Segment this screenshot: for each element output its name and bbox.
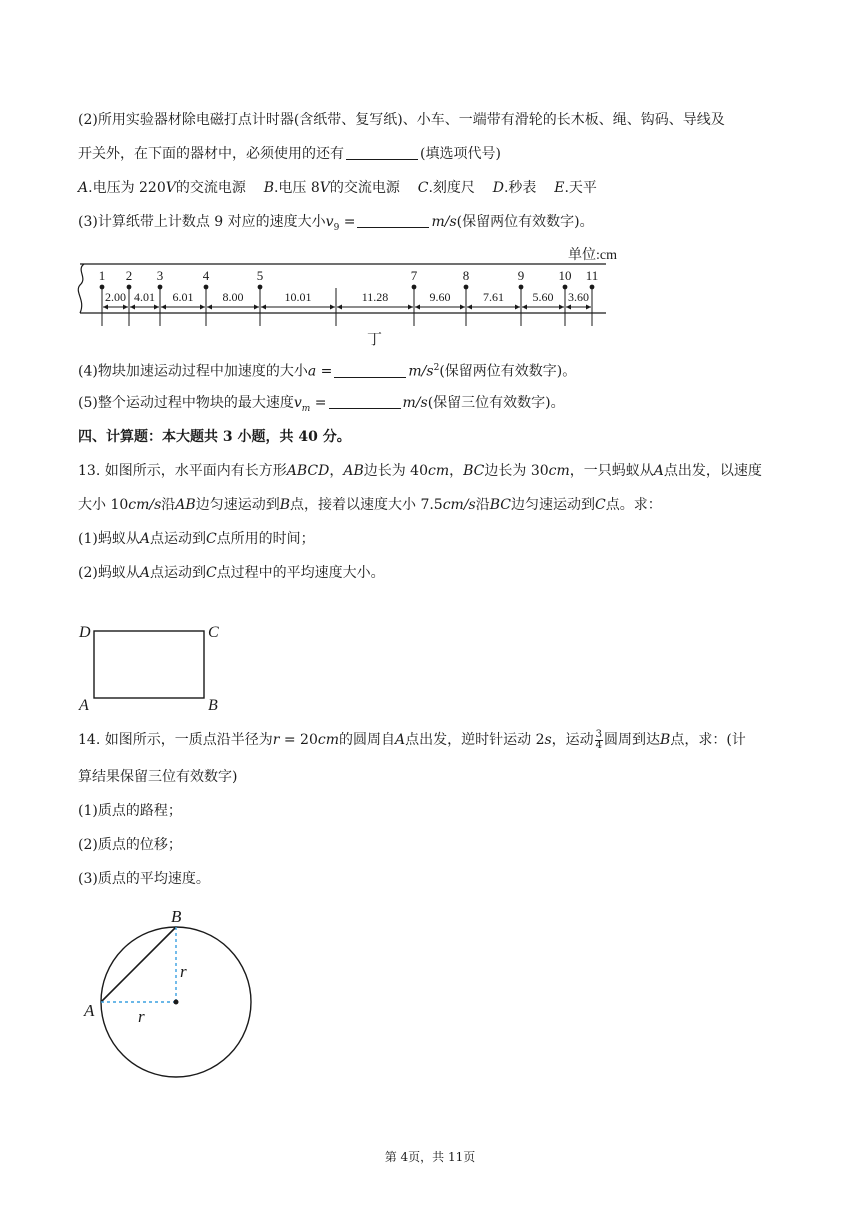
option-b-tail: 的交流电源 [329,180,400,196]
equals: = [310,395,327,411]
tape-point-label: 7 [410,268,418,283]
q13-text: ，一只蚂蚁从 [569,463,654,479]
center-point [174,1000,179,1005]
q13-text: 边匀速运动到 [195,497,280,513]
answer-blank [334,363,406,378]
tape-arrowhead-left [103,305,108,310]
tape-arrowhead-right [254,305,259,310]
q14-text: 点，求：(计 [670,732,746,748]
q13-text: 沿 [161,497,176,513]
q13-math: C [595,497,606,513]
q14-math: A [395,732,406,748]
q13-text: (1)蚂蚁从 [78,531,140,547]
q13-text: 边长为 40 [363,463,428,479]
tape-segment-label: 5.60 [532,290,554,304]
q14-sub1: (1)质点的路程； [78,803,182,819]
option-e-letter: E [554,180,565,196]
point-label-b: B [171,907,182,926]
q12-part2-line1: (2)所用实验器材除电磁打点计时器(含纸带、复写纸)、小车、一端带有滑轮的长木板、绳、钩码、导线及 [78,112,725,128]
q13-math: B [279,497,290,513]
fraction-denominator: 4 [595,739,603,751]
option-d-letter: D [492,180,504,196]
tape-unit-label: 单位:cm [568,248,617,263]
vertex-label-a: A [79,697,89,714]
tape-segment-label: 6.01 [172,290,194,304]
vertex-label-c: C [208,624,219,641]
radius-label-vertical: r [180,962,187,981]
tape-point-label: 3 [156,268,164,283]
tape-point-label: 5 [256,268,264,283]
option-e-text: .天平 [564,180,597,196]
q13-math: BC [489,497,512,513]
q13-math: A [653,463,664,479]
tape-arrowhead-right [330,305,335,310]
q12-part3-tail: (保留两位有效数字)。 [456,214,594,230]
q14-sub2: (2)质点的位移； [78,837,182,853]
var-a: a [307,363,317,380]
section-heading: 四、计算题：本大题共 3 小题，共 40 分。 [78,429,351,445]
unit: m/s [402,395,428,411]
q13-line2 [78,495,662,515]
tape-arrowhead-left [566,305,571,310]
tape-point-label: 8 [462,268,470,283]
tape-point-label: 2 [125,268,133,283]
q13-text: (2)蚂蚁从 [78,565,140,581]
tape-arrowhead-left [161,305,166,310]
equals: = [316,363,333,380]
q13-text: 点所用的时间； [216,531,315,547]
unit: m/s [431,214,457,230]
tape-arrowhead-right [559,305,564,310]
q14-math: cm [317,732,339,748]
q12-part5 [78,393,565,419]
q14-line1 [78,727,746,753]
tape-arrowhead-right [586,305,591,310]
tape-point-label: 1 [98,268,106,283]
q12-part5-tail: (保留三位有效数字)。 [427,395,565,411]
tape-segment-label: 7.61 [483,290,504,304]
ticker-tape-figure [70,240,630,350]
tape-arrowhead-left [261,305,266,310]
tape-point-label: 11 [585,268,599,283]
q12-options [78,178,597,198]
q13-math: C [205,565,217,581]
q13-math: cm/s [128,497,162,513]
answer-blank [346,145,418,160]
tape-arrowhead-left [467,305,472,310]
option-b-letter: B [263,180,274,196]
q14-math: r [272,732,280,748]
q12-part5-text: (5)整个运动过程中物块的最大速度 [78,395,294,411]
q13-sub2 [78,563,385,583]
chord-ab [101,927,176,1002]
tape-arrowhead-right [515,305,520,310]
q13-text: 沿 [475,497,490,513]
q14-text: 14. 如图所示，一质点沿半径为 [78,732,273,748]
tape-point-label: 10 [558,268,572,283]
answer-blank [357,213,429,228]
tape-arrowhead-left [522,305,527,310]
page-footer: 第 4页，共 11页 [384,1150,476,1164]
q12-part2-line2 [78,144,501,164]
fraction-numerator: 3 [595,728,603,740]
q13-math: BC [463,463,485,479]
tape-segment-label: 4.01 [134,290,155,304]
q12-part4-text: (4)物块加速运动过程中加速度的大小 [78,363,308,380]
q13-text: 13. 如图所示，水平面内有长方形 [78,463,287,479]
q14-text: 点出发，逆时针运动 2 [405,732,545,748]
tape-arrowhead-right [408,305,413,310]
tape-arrowhead-right [123,305,128,310]
q13-text: 边匀速运动到 [511,497,596,513]
tape-figure-label: 丁 [367,332,383,348]
var-sub: 9 [333,222,340,233]
var-sub: m [301,403,311,414]
rectangle-figure [70,615,230,715]
tape-segment-label: 8.00 [222,290,244,304]
tape-arrowhead-right [200,305,205,310]
q13-math: cm [428,463,450,479]
q12-part4-tail: (保留两位有效数字)。 [439,363,577,380]
q13-sub1 [78,529,315,549]
q12-part2-text: 开关外，在下面的器材中，必须使用的还有 [78,146,344,162]
tape-segment-label: 9.60 [429,290,451,304]
fraction-three-quarters [595,730,603,751]
option-a-tail: 的交流电源 [175,180,246,196]
q12-part4 [78,358,576,382]
option-c-letter: C [417,180,429,196]
q13-text: 点过程中的平均速度大小。 [216,565,385,581]
q13-math: cm [548,463,570,479]
q13-math: AB [175,497,196,513]
radius-label-horizontal: r [138,1007,145,1026]
q13-text: ， [329,463,344,479]
option-d-text: .秒表 [503,180,537,196]
q13-math: C [205,531,217,547]
tape-arrowhead-left [207,305,212,310]
q14-text: ，运动 [551,732,594,748]
q13-math: A [139,531,150,547]
q13-text: 点出发，以速度 [663,463,762,479]
tape-arrowhead-left [130,305,135,310]
vertex-label-b: B [208,697,218,714]
tape-segment-label: 10.01 [284,290,312,304]
circle-figure [78,905,268,1085]
tape-segment-label: 2.00 [105,290,126,304]
q13-math: ABCD [286,463,330,479]
q12-part3 [78,212,594,238]
q14-line2: 算结果保留三位有效数字) [78,769,238,785]
q14-text: 的圆周自 [339,732,395,748]
q13-text: ， [449,463,464,479]
option-c-text: .刻度尺 [428,180,475,196]
unit: m/s [408,363,434,380]
q14-math: s [544,732,552,748]
q13-math: A [139,565,150,581]
q13-text: 点。求： [605,497,662,513]
option-b-unit: V [319,180,330,196]
tape-segment-label: 11.28 [361,290,389,304]
tape-arrowhead-right [460,305,465,310]
q13-text: 边长为 30 [484,463,549,479]
q14-text: 圆周到达 [604,732,661,748]
q13-math: cm/s [442,497,476,513]
q12-part3-text: (3)计算纸带上计数点 9 对应的速度大小 [78,214,326,230]
tape-arrowhead-left [337,305,342,310]
q13-text: 点运动到 [149,531,206,547]
q14-text: = 20 [279,732,318,748]
answer-blank [329,394,401,409]
var-v: v [325,214,334,230]
equals: = [339,214,356,230]
q13-text: 点运动到 [149,565,206,581]
option-b-text: .电压 8 [273,180,320,196]
q13-math: AB [343,463,364,479]
q14-math: B [660,732,671,748]
option-a-letter: A [78,180,89,196]
q12-part2-hint: (填选项代号) [420,146,501,162]
var-v: v [293,395,302,411]
point-label-a: A [84,1001,95,1020]
tape-torn-edge [78,264,84,313]
unit-exponent: 2 [433,363,440,373]
option-a-unit: V [165,180,176,196]
tape-arrowhead-right [154,305,159,310]
q13-text: 点，接着以速度大小 7.5 [290,497,443,513]
q14-sub3: (3)质点的平均速度。 [78,871,210,887]
tape-point-label: 4 [202,268,210,283]
vertex-label-d: D [79,624,91,641]
q13-line1 [78,461,762,481]
rectangle-abcd [94,631,204,698]
tape-point-label: 9 [517,268,525,283]
option-a-text: .电压为 220 [88,180,166,196]
q13-text: 大小 10 [78,497,129,513]
tape-segment-label: 3.60 [568,290,589,304]
tape-arrowhead-left [415,305,420,310]
